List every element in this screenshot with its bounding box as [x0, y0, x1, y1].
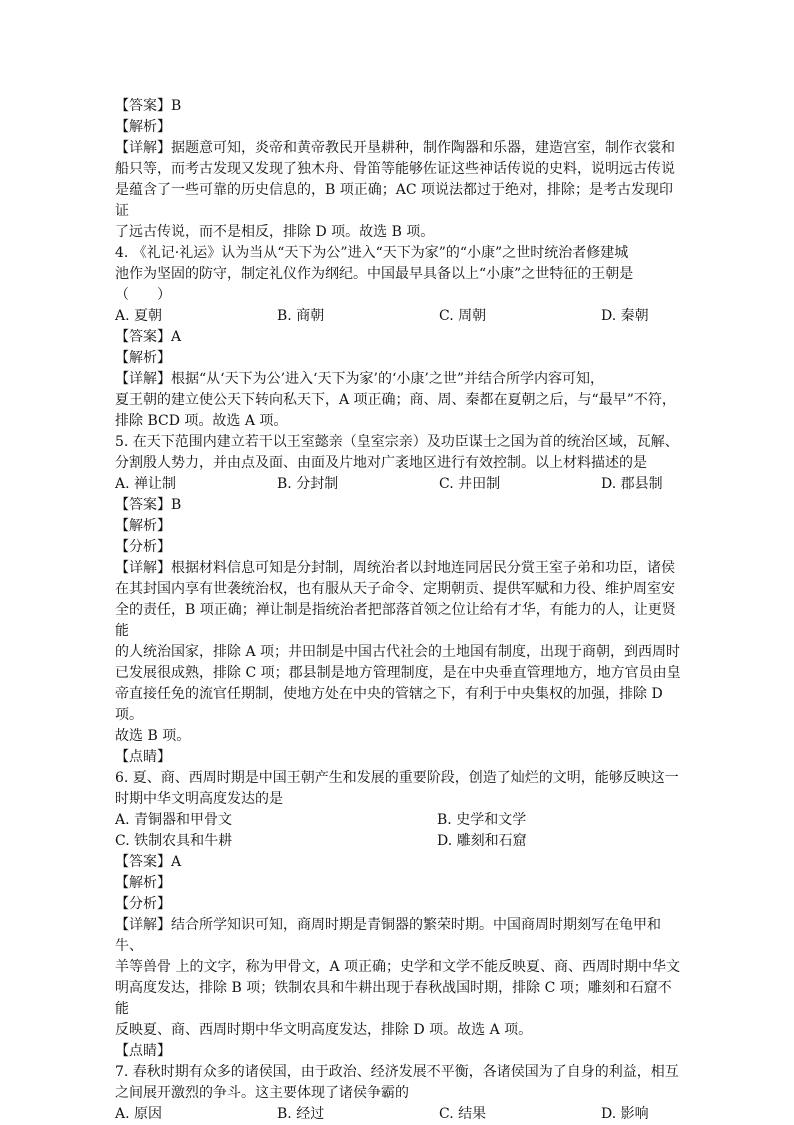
stem-line: 7. 春秋时期有众多的诸侯国，由于政治、经济发展不平衡，各诸侯国为了自身的利益，相互 — [115, 1064, 679, 1080]
question-stem — [115, 1062, 685, 1104]
option-d: D. 雕刻和石窟 — [437, 833, 527, 849]
detail-line: 夏王朝的建立使公天下转向私天下，A 项正确；商、周、秦都在夏朝之后，与“最早”不符， — [115, 392, 676, 408]
option-b: B. 史学和文学 — [437, 812, 527, 828]
detail-line: 【详解】结合所学知识可知，商周时期是青铜器的繁荣时期。中国商周时期刻写在龟甲和牛、 — [115, 917, 661, 954]
option-d: D. 影响 — [601, 1106, 649, 1122]
detail-paragraph — [115, 369, 685, 432]
stem-line: 时期中华文明高度发达的是 — [115, 791, 283, 807]
stem-line: 之间展开激烈的争斗。这主要体现了诸侯争霸的 — [115, 1085, 409, 1101]
options-row — [115, 810, 685, 831]
stem-line: 池作为坚固的防守，制定礼仪作为纲纪。中国最早具备以上“小康”之世特征的王朝是 — [115, 266, 634, 282]
detail-line: 船只等，而考古发现又发现了独木舟、骨笛等能够佐证这些神话传说的史料，说明远古传说 — [115, 161, 675, 177]
analysis-label: 【解析】 — [115, 119, 171, 135]
question-stem — [115, 768, 685, 810]
detail-paragraph — [115, 138, 685, 243]
option-b: B. 经过 — [277, 1106, 325, 1122]
analysis-label: 【解析】 — [115, 518, 171, 534]
stem-line: 分割殷人势力，并由点及面、由面及片地对广袤地区进行有效控制。以上材料描述的是 — [115, 455, 647, 471]
detail-line: 【详解】根据“从‘天下为公’进入‘天下为家’的‘小康’之世”并结合所学内容可知， — [115, 371, 605, 387]
option-c: C. 结果 — [439, 1106, 487, 1122]
option-c: C. 井田制 — [439, 476, 501, 492]
answer-label: 【答案】A — [115, 854, 182, 870]
detail-line: 已发展很成熟，排除 C 项；郡县制是地方管理制度，是在中央垂直管理地方，地方官员由皇 — [115, 665, 681, 681]
detail-line: 故选 B 项。 — [115, 728, 191, 744]
detail-line: 帝直接任免的流官任期制，使地方处在中央的管辖之下，有利于中央集权的加强，排除 D 项。 — [115, 686, 668, 723]
option-a: A. 夏朝 — [115, 308, 163, 324]
analysis-label: 【解析】 — [115, 875, 171, 891]
fenxi-label: 【分析】 — [115, 539, 171, 555]
option-a: A. 青铜器和甲骨文 — [115, 812, 233, 828]
question-stem — [115, 243, 685, 306]
detail-line: 全的责任，B 项正确；禅让制是指统治者把部落首领之位让给有才华，有能力的人，让更贤能 — [115, 602, 676, 639]
detail-line: 反映夏、商、西周时期中华文明高度发达，排除 D 项。故选 A 项。 — [115, 1022, 533, 1038]
detail-line: 羊等兽骨 上的文字，称为甲骨文，A 项正确；史学和文学不能反映夏、商、西周时期中华文 — [115, 959, 681, 975]
detail-line: 【详解】据题意可知，炎帝和黄帝教民开垦耕种，制作陶器和乐器，建造宫室，制作衣裳和 — [115, 140, 675, 156]
analysis-label: 【解析】 — [115, 350, 171, 366]
detail-line: 是蕴含了一些可靠的历史信息的，B 项正确；AC 项说法都过于绝对，排除；是考古发现印证 — [115, 182, 674, 219]
option-d: D. 郡县制 — [601, 476, 663, 492]
fenxi-label: 【分析】 — [115, 896, 171, 912]
answer-label: 【答案】B — [115, 98, 182, 114]
option-b: B. 分封制 — [277, 476, 339, 492]
dianjing-label: 【点睛】 — [115, 749, 171, 765]
stem-line: （ ） — [115, 287, 171, 303]
dianjing-label: 【点睛】 — [115, 1043, 171, 1059]
question-stem — [115, 432, 685, 474]
option-a: A. 禅让制 — [115, 476, 177, 492]
detail-line: 明高度发达，排除 B 项；铁制农具和牛耕出现于春秋战国时期，排除 C 项；雕刻和石窟不能 — [115, 980, 672, 1017]
detail-line: 在其封国内享有世袭统治权，也有服从天子命令、定期朝贡、提供军赋和力役、维护周室安 — [115, 581, 675, 597]
detail-paragraph — [115, 915, 685, 1041]
stem-line: 5. 在天下范围内建立若干以王室懿亲（皇室宗亲）及功臣谋士之国为首的统治区域，瓦解、 — [115, 434, 679, 450]
detail-line: 排除 BCD 项。故选 A 项。 — [115, 413, 288, 429]
answer-label: 【答案】B — [115, 497, 182, 513]
options-row — [115, 831, 685, 852]
detail-paragraph — [115, 558, 685, 747]
option-c: C. 铁制农具和牛耕 — [115, 833, 233, 849]
options-row — [115, 474, 685, 495]
document-page — [115, 96, 685, 1125]
stem-line: 4. 《礼记·礼运》认为当从“天下为公”进入“天下为家”的“小康”之世时统治者修建城 — [115, 245, 629, 261]
option-d: D. 秦朝 — [601, 308, 649, 324]
option-c: C. 周朝 — [439, 308, 487, 324]
detail-line: 【详解】根据材料信息可知是分封制，周统治者以封地连同居民分赏王室子弟和功臣，诸侯 — [115, 560, 675, 576]
options-row — [115, 1104, 685, 1125]
option-a: A. 原因 — [115, 1106, 163, 1122]
options-row — [115, 306, 685, 327]
detail-line: 的人统治国家，排除 A 项；井田制是中国古代社会的土地国有制度，出现于商朝，到西周时 — [115, 644, 681, 660]
stem-line: 6. 夏、商、西周时期是中国王朝产生和发展的重要阶段，创造了灿烂的文明，能够反映这一 — [115, 770, 679, 786]
detail-line: 了远古传说，而不是相反，排除 D 项。故选 B 项。 — [115, 224, 435, 240]
option-b: B. 商朝 — [277, 308, 325, 324]
answer-label: 【答案】A — [115, 329, 182, 345]
